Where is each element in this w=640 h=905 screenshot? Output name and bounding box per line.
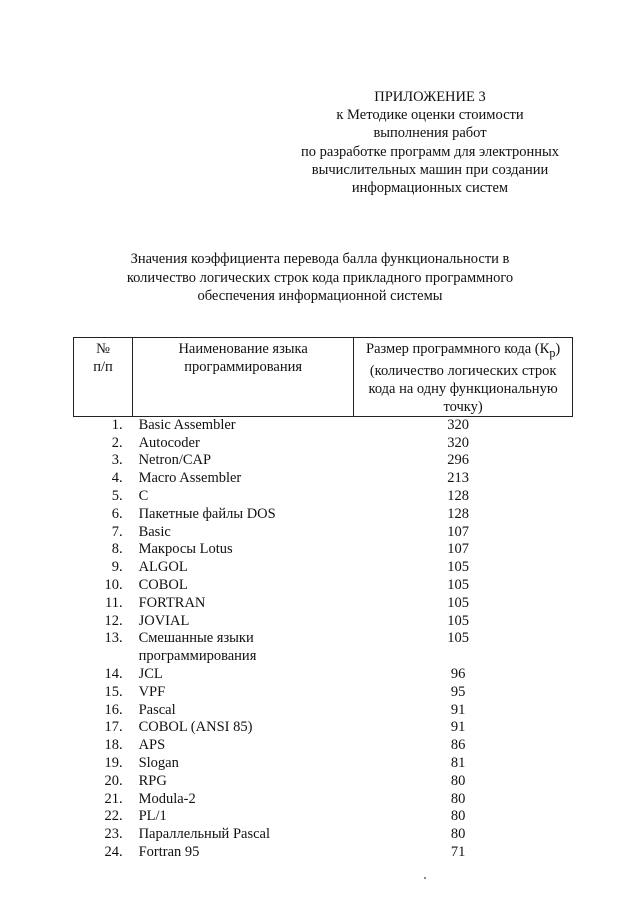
scan-dot — [424, 877, 426, 879]
row-number: 20. — [104, 772, 123, 789]
row-language: Пакетные файлы DOS — [138, 505, 276, 522]
languages-table — [73, 337, 573, 862]
row-language: COBOL (ANSI 85) — [138, 719, 253, 736]
row-number: 5. — [111, 488, 123, 505]
header-number: № п/п — [74, 338, 133, 417]
row-number: 16. — [104, 701, 123, 718]
appendix-line: по разработке программ для электронных — [300, 143, 560, 160]
table-row — [74, 506, 573, 524]
row-language: Autocoder — [138, 434, 200, 451]
table-row — [74, 826, 573, 844]
row-code-size: 213 — [447, 470, 469, 487]
row-code-size: 91 — [450, 701, 466, 718]
row-code-size: 320 — [447, 434, 469, 451]
row-code-size: 86 — [450, 737, 466, 754]
row-language: ALGOL — [138, 559, 188, 576]
header-code-size: Размер программного кода $(К_р)$ (количество логических строк кода на одну функциональную точку) — [354, 338, 573, 417]
row-language: PL/1 — [138, 808, 167, 825]
row-number: 13. — [104, 630, 123, 647]
row-code-size: 95 — [450, 683, 466, 700]
row-number: 21. — [104, 790, 123, 807]
row-number: 14. — [104, 666, 123, 683]
row-number: 3. — [111, 452, 123, 469]
row-code-size: 96 — [450, 666, 466, 683]
row-number: 11. — [104, 594, 123, 611]
row-language: Смешанные языки программирования — [138, 630, 257, 665]
appendix-line: к Методике оценки стоимости — [336, 107, 524, 124]
document-title — [60, 250, 580, 306]
row-code-size: 105 — [447, 594, 469, 611]
row-language: JCL — [138, 666, 163, 683]
row-code-size: 105 — [447, 630, 469, 647]
row-language: FORTRAN — [138, 594, 206, 611]
row-language: JOVIAL — [138, 612, 190, 629]
row-language: APS — [138, 737, 166, 754]
row-code-size: 320 — [447, 416, 469, 433]
appendix-line: выполнения работ — [373, 125, 487, 142]
table-row — [74, 666, 573, 684]
row-code-size: 81 — [450, 755, 466, 772]
table-row — [74, 773, 573, 791]
row-language: RPG — [138, 772, 167, 789]
row-code-size: 91 — [450, 719, 466, 736]
table-row — [74, 452, 573, 470]
row-number: 24. — [104, 844, 123, 861]
table-row — [74, 630, 573, 666]
row-code-size: 80 — [450, 808, 466, 825]
table-row — [74, 719, 573, 737]
appendix-title: ПРИЛОЖЕНИЕ 3 — [374, 89, 486, 105]
table-row — [74, 791, 573, 809]
row-number: 8. — [111, 541, 123, 558]
row-code-size: 107 — [447, 523, 469, 540]
row-number: 19. — [104, 755, 123, 772]
appendix-line: информационных систем — [351, 180, 509, 197]
table-row — [74, 541, 573, 559]
table-body — [74, 416, 573, 861]
row-code-size: 80 — [450, 772, 466, 789]
row-number: 15. — [104, 683, 123, 700]
row-code-size: 80 — [450, 790, 466, 807]
row-code-size: 105 — [447, 612, 469, 629]
row-language: Fortran 95 — [138, 844, 200, 861]
table-row — [74, 755, 573, 773]
table-row — [74, 702, 573, 720]
title-line: Значения коэффициента перевода балла функциональности в — [130, 251, 510, 267]
row-language: Netron/CAP — [138, 452, 212, 469]
title-line: обеспечения информационной системы — [197, 288, 443, 304]
row-language: Basic Assembler — [138, 416, 236, 433]
row-code-size: 128 — [447, 488, 469, 505]
row-number: 22. — [104, 808, 123, 825]
table-row — [74, 524, 573, 542]
row-code-size: 80 — [450, 826, 466, 843]
row-code-size: 107 — [447, 541, 469, 558]
row-number: 12. — [104, 612, 123, 629]
row-language: VPF — [138, 683, 166, 700]
table-row — [74, 808, 573, 826]
table-row — [74, 577, 573, 595]
row-language: Макросы Lotus — [138, 541, 233, 558]
table-row — [74, 737, 573, 755]
row-number: 6. — [111, 505, 123, 522]
table-row — [74, 559, 573, 577]
row-code-size: 128 — [447, 505, 469, 522]
subscript-p: р — [549, 345, 556, 360]
row-number: 23. — [104, 826, 123, 843]
row-number: 10. — [104, 577, 123, 594]
table-header-row — [74, 338, 573, 417]
row-number: 9. — [111, 559, 123, 576]
table-row — [74, 416, 573, 434]
row-language: Slogan — [138, 755, 179, 772]
row-language: Modula-2 — [138, 790, 196, 807]
table-row — [74, 488, 573, 506]
table-row — [74, 844, 573, 862]
row-code-size: 296 — [447, 452, 469, 469]
row-language: Параллельный Pascal — [138, 826, 270, 843]
header-language-name: Наименование языка программирования — [133, 338, 354, 417]
row-number: 4. — [111, 470, 123, 487]
appendix-line: вычислительных машин при создании — [311, 161, 549, 178]
row-code-size: 71 — [450, 844, 466, 861]
row-language: Basic — [138, 523, 171, 540]
table-row — [74, 684, 573, 702]
title-line: количество логических строк кода прикладного программного — [126, 269, 514, 286]
table-row — [74, 595, 573, 613]
row-language: COBOL — [138, 577, 188, 594]
row-number: 1. — [111, 416, 123, 433]
row-number: 18. — [104, 737, 123, 754]
table-row — [74, 470, 573, 488]
table-row — [74, 435, 573, 453]
row-code-size: 105 — [447, 577, 469, 594]
row-language: Macro Assembler — [138, 470, 242, 487]
row-number: 17. — [104, 719, 123, 736]
appendix-heading — [280, 88, 580, 197]
row-language: Pascal — [138, 701, 176, 718]
row-number: 7. — [111, 523, 123, 540]
row-code-size: 105 — [447, 559, 469, 576]
table-row — [74, 613, 573, 631]
row-number: 2. — [111, 434, 123, 451]
row-language: C — [138, 488, 149, 505]
